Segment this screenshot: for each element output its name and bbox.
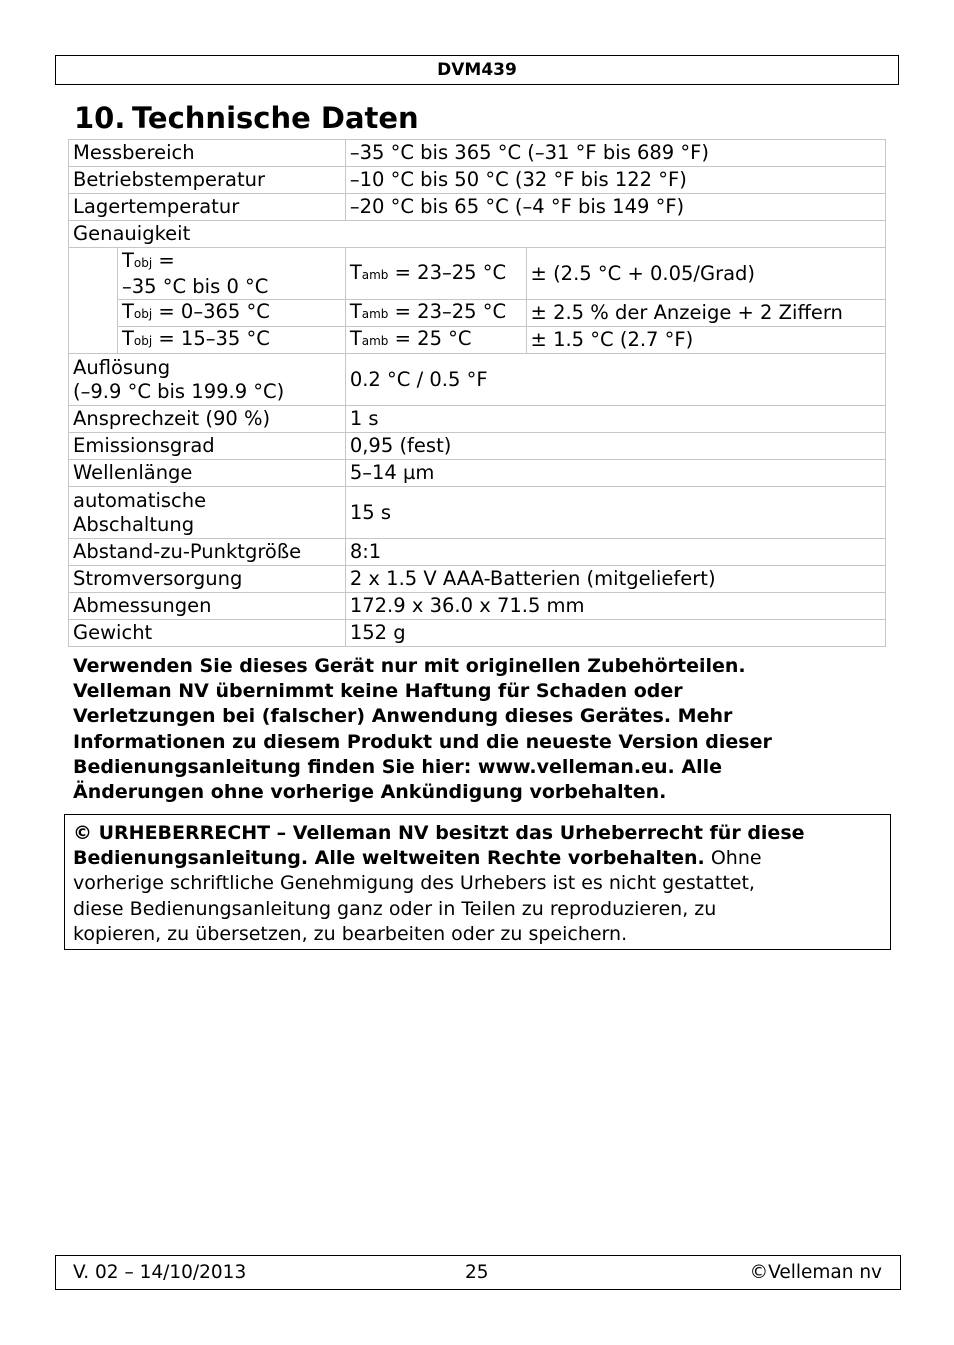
table-row (69, 460, 886, 487)
spec-label: Emissionsgrad (69, 433, 346, 460)
spec-value: 5–14 µm (345, 460, 885, 487)
indent-cell (69, 248, 118, 354)
footer-brand: ©Velleman nv (749, 1262, 882, 1283)
table-row (69, 167, 886, 194)
spec-value: 172.9 x 36.0 x 71.5 mm (345, 593, 885, 620)
table-row (69, 620, 886, 647)
spec-label: automatische Abschaltung (69, 487, 346, 539)
accuracy-obj-cell: Tobj = 0–365 °C (117, 300, 345, 327)
model-name: DVM439 (437, 60, 517, 80)
accuracy-amb-cell: Tamb = 23–25 °C (345, 248, 526, 300)
table-row (69, 194, 886, 221)
page-number: 25 (465, 1262, 489, 1283)
section-number: 10. (74, 101, 126, 135)
table-row (69, 487, 886, 539)
section-title (74, 100, 419, 136)
table-row (69, 539, 886, 566)
table-row (69, 433, 886, 460)
accuracy-value: ± 2.5 % der Anzeige + 2 Ziffern (526, 300, 885, 327)
spec-label: Gewicht (69, 620, 346, 647)
table-row (69, 300, 886, 327)
spec-label: Auflösung (–9.9 °C bis 199.9 °C) (69, 354, 346, 406)
spec-label: Abmessungen (69, 593, 346, 620)
accuracy-obj-cell: Tobj = –35 °C bis 0 °C (117, 248, 345, 300)
accuracy-obj-cell: Tobj = 15–35 °C (117, 327, 345, 354)
accuracy-value: ± (2.5 °C + 0.05/Grad) (526, 248, 885, 300)
table-row (69, 140, 886, 167)
table-row (69, 593, 886, 620)
table-row (69, 221, 886, 248)
spec-value: 0.2 °C / 0.5 °F (345, 354, 885, 406)
spec-label: Ansprechzeit (90 %) (69, 406, 346, 433)
footer-version: V. 02 – 14/10/2013 (73, 1262, 247, 1283)
warning-paragraph: Verwenden Sie dieses Gerät nur mit originellen Zubehörteilen. Velleman NV übernimmt keine Haftung für Schaden oder Verletzungen bei (falscher) Anwendung dieses Gerätes. Mehr Informationen zu diesem Produkt und die neueste Version dieser Bedienungsanleitung finden Sie hier: www.velleman.eu. Alle Änderungen ohne vorherige Ankündigung vorbehalten. (73, 655, 772, 804)
spec-label: Wellenlänge (69, 460, 346, 487)
spec-label: Genauigkeit (69, 221, 886, 248)
spec-value: 0,95 (fest) (345, 433, 885, 460)
spec-value: 15 s (345, 487, 885, 539)
table-row (69, 354, 886, 406)
page-footer (55, 1255, 901, 1290)
table-row (69, 406, 886, 433)
spec-label: Abstand-zu-Punktgröße (69, 539, 346, 566)
spec-value: –10 °C bis 50 °C (32 °F bis 122 °F) (345, 167, 885, 194)
page-header (55, 55, 899, 85)
spec-label: Betriebstemperatur (69, 167, 346, 194)
spec-value: 1 s (345, 406, 885, 433)
spec-label: Stromversorgung (69, 566, 346, 593)
table-row (69, 248, 886, 300)
accuracy-amb-cell: Tamb = 23–25 °C (345, 300, 526, 327)
spec-value: 8:1 (345, 539, 885, 566)
spec-value: –20 °C bis 65 °C (–4 °F bis 149 °F) (345, 194, 885, 221)
section-title-text: Technische Daten (132, 101, 419, 135)
spec-value: –35 °C bis 365 °C (–31 °F bis 689 °F) (345, 140, 885, 167)
accuracy-amb-cell: Tamb = 25 °C (345, 327, 526, 354)
specs-table (68, 139, 886, 647)
spec-value: 152 g (345, 620, 885, 647)
spec-label: Messbereich (69, 140, 346, 167)
copyright-notice: © URHEBERRECHT – Velleman NV besitzt das Urheberrecht für diese Bedienungsanleitung. Alle weltweiten Rechte vorbehalten. Ohne vorherige schriftliche Genehmigung des Urhebers ist es nicht gestattet, diese Bedienungsanleitung ganz oder in Teilen zu reproduzieren, zu kopieren, zu übersetzen, zu bearbeiten oder zu speichern. (64, 814, 891, 950)
spec-label: Lagertemperatur (69, 194, 346, 221)
spec-value: 2 x 1.5 V AAA-Batterien (mitgeliefert) (345, 566, 885, 593)
accuracy-value: ± 1.5 °C (2.7 °F) (526, 327, 885, 354)
table-row (69, 327, 886, 354)
table-row (69, 566, 886, 593)
